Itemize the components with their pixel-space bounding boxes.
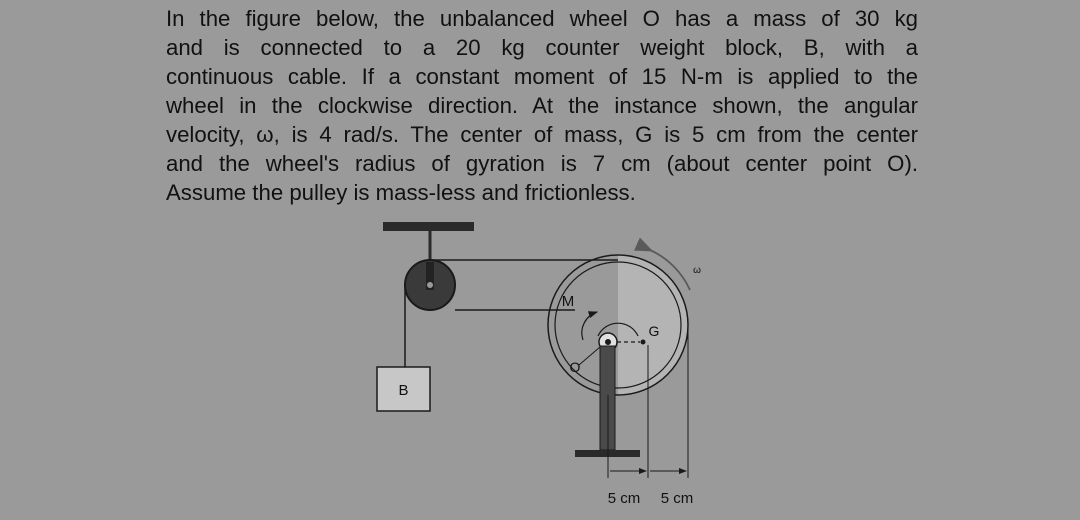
mass-center-point <box>641 340 646 345</box>
moment-arrow <box>582 312 597 340</box>
ceiling-bar <box>383 222 474 231</box>
pulley <box>405 260 455 310</box>
problem-line-6: and the wheel's radius of gyration is 7 cm (about center point O). <box>166 151 918 176</box>
problem-line-2: and is connected to a 20 kg counter weight block, B, with a <box>166 35 918 60</box>
problem-line-5: velocity, ω, is 4 rad/s. The center of mass, G is 5 cm from the center <box>166 122 918 147</box>
counterweight-block <box>377 367 430 411</box>
moment-indicator <box>562 293 597 340</box>
problem-line-4: wheel in the clockwise direction. At the instance shown, the angular <box>166 93 918 118</box>
omega-label: ω <box>693 265 701 276</box>
center-point <box>605 339 611 345</box>
problem-line-7: Assume the pulley is mass-less and frictionless. <box>166 180 636 205</box>
dim-label-2: 5 cm <box>660 490 694 507</box>
block-label: B <box>398 382 409 399</box>
mass-center-label: G <box>648 323 660 339</box>
center-label: O <box>569 359 581 375</box>
problem-line-3: continuous cable. If a constant moment of 15 N-m is applied to the <box>166 64 918 89</box>
center-leader <box>579 347 600 365</box>
pulley-axle <box>427 282 433 288</box>
moment-label: M <box>561 293 575 310</box>
dim-label-1: 5 cm <box>607 490 641 507</box>
wheel <box>548 255 688 395</box>
problem-line-1: In the figure below, the unbalanced wheel O has a mass of 30 kg <box>166 6 918 31</box>
